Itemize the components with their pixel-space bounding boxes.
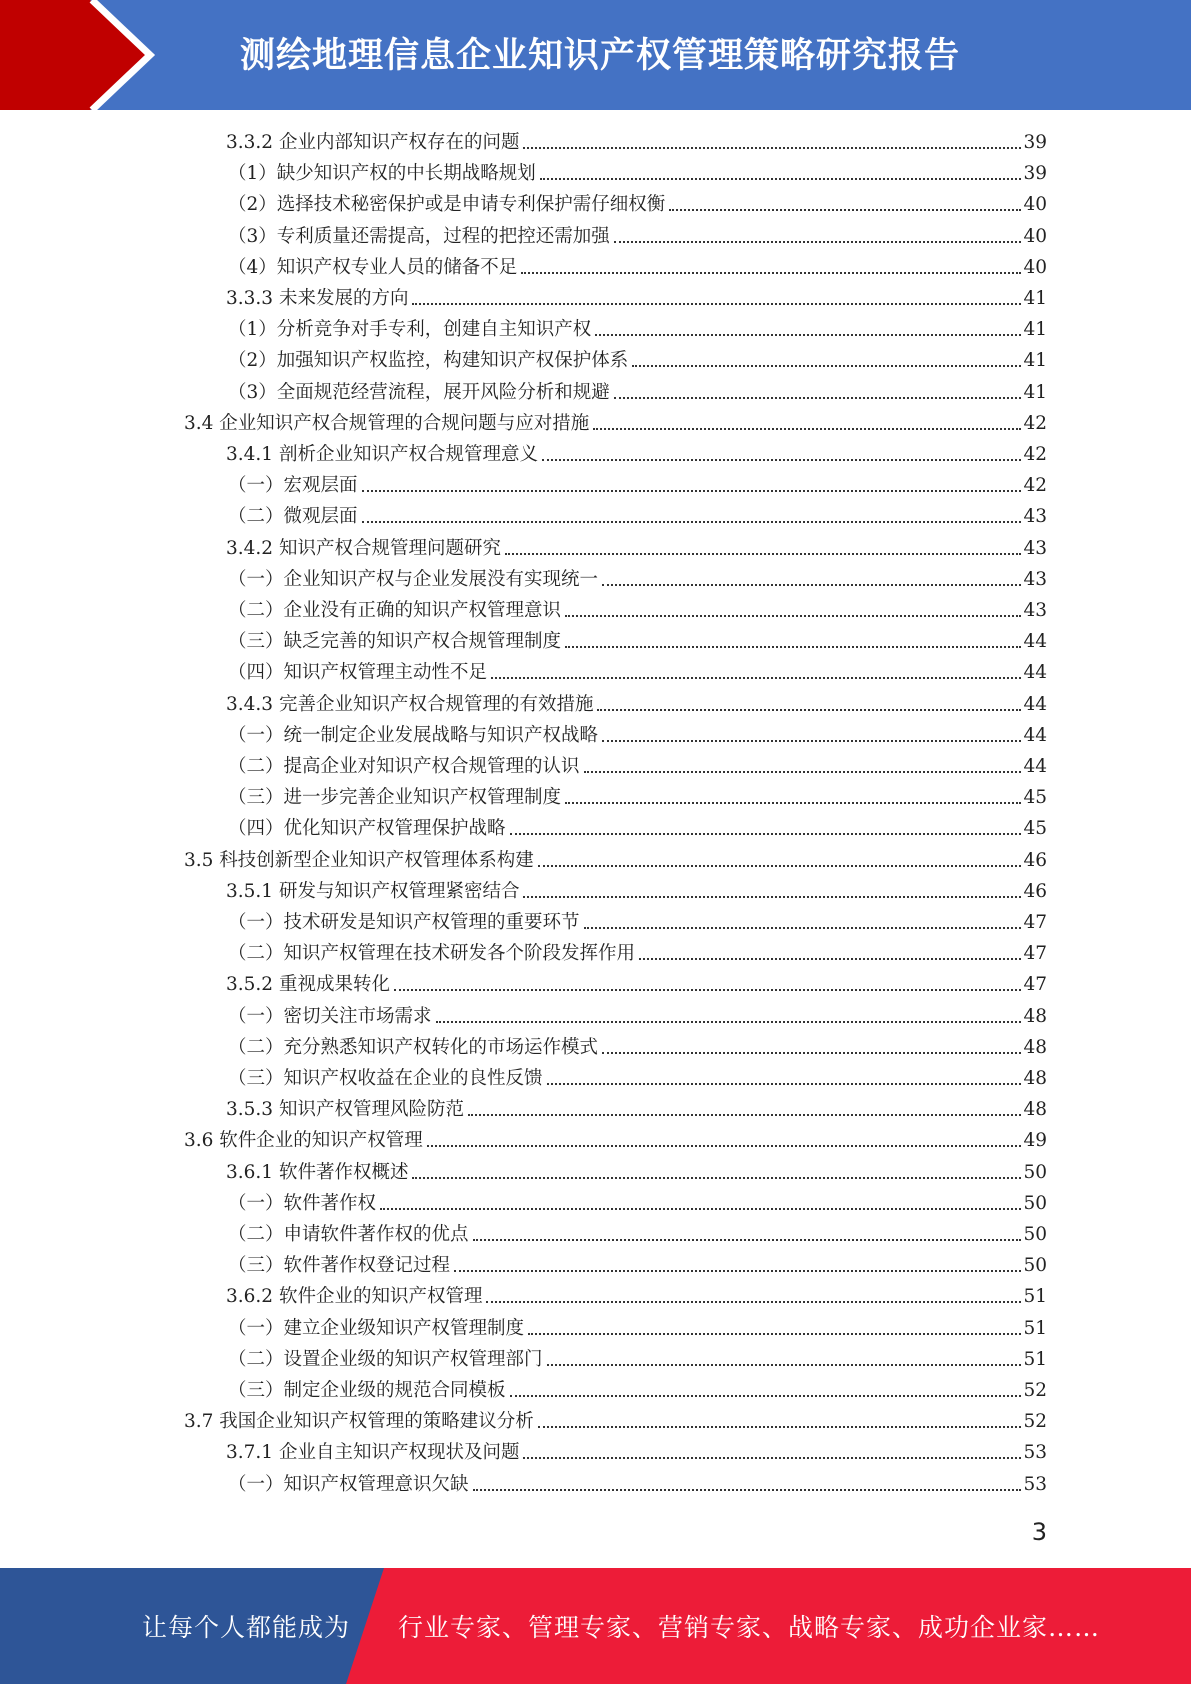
toc-dot-leader xyxy=(362,521,1021,523)
toc-dot-leader xyxy=(565,646,1021,648)
toc-entry-title: 3.6.2 软件企业的知识产权管理 xyxy=(226,1286,483,1308)
toc-entry-title: （三）软件著作权登记过程 xyxy=(228,1255,451,1277)
toc-entry-title: （一）宏观层面 xyxy=(228,475,358,497)
toc-dot-leader xyxy=(523,896,1021,898)
toc-dot-leader xyxy=(584,771,1021,773)
toc-entry-title: （2）加强知识产权监控，构建知识产权保护体系 xyxy=(228,350,629,372)
toc-dot-leader xyxy=(602,1052,1021,1054)
toc-entry-title: （一）统一制定企业发展战略与知识产权战略 xyxy=(228,724,599,746)
toc-entry[interactable] xyxy=(228,1001,1047,1032)
toc-entry-title: 3.6.1 软件著作权概述 xyxy=(226,1161,409,1183)
toc-entry-page: 41 xyxy=(1023,288,1047,309)
toc-entry-title: （二）设置企业级的知识产权管理部门 xyxy=(228,1348,543,1370)
toc-entry[interactable] xyxy=(228,252,1047,283)
toc-entry-title: （二）提高企业对知识产权合规管理的认识 xyxy=(228,756,580,777)
toc-entry[interactable] xyxy=(228,221,1047,252)
toc-dot-leader xyxy=(486,1301,1021,1303)
toc-entry[interactable] xyxy=(226,1281,1047,1312)
toc-entry[interactable] xyxy=(228,377,1047,408)
toc-dot-leader xyxy=(436,1021,1021,1023)
toc-entry-page: 40 xyxy=(1023,256,1047,278)
toc-dot-leader xyxy=(597,709,1021,711)
toc-entry[interactable] xyxy=(228,907,1047,938)
toc-entry-title: （二）申请软件著作权的优点 xyxy=(228,1224,469,1245)
toc-entry-title: （3）全面规范经营流程，展开风险分析和规避 xyxy=(228,381,610,403)
toc-entry-page: 48 xyxy=(1023,1036,1047,1058)
toc-entry-title: 3.4.3 完善企业知识产权合规管理的有效措施 xyxy=(226,693,594,715)
toc-entry[interactable] xyxy=(226,127,1047,158)
toc-entry[interactable] xyxy=(228,1188,1047,1219)
page-number: 3 xyxy=(1031,1518,1047,1546)
toc-entry-title: （1）缺少知识产权的中长期战略规划 xyxy=(228,163,536,185)
toc-entry-title: （三）进一步完善企业知识产权管理制度 xyxy=(228,787,562,809)
toc-entry-page: 44 xyxy=(1023,631,1047,653)
toc-entry-title: （二）微观层面 xyxy=(228,506,358,528)
toc-entry-page: 51 xyxy=(1023,1317,1047,1339)
toc-entry-page: 46 xyxy=(1023,880,1047,902)
toc-entry-page: 44 xyxy=(1023,693,1047,715)
document-title: 测绘地理信息企业知识产权管理策略研究报告 xyxy=(240,36,961,76)
toc-entry-page: 42 xyxy=(1023,444,1047,465)
toc-entry[interactable] xyxy=(228,751,1047,782)
toc-dot-leader xyxy=(521,272,1021,274)
toc-entry[interactable] xyxy=(228,1219,1047,1250)
footer-slogan-left: 让每个人都能成为 xyxy=(142,1613,351,1642)
toc-entry-page: 40 xyxy=(1023,194,1047,216)
toc-entry[interactable] xyxy=(228,595,1047,626)
toc-entry[interactable] xyxy=(228,1344,1047,1375)
toc-entry-page: 45 xyxy=(1023,787,1047,809)
toc-dot-leader xyxy=(454,1270,1021,1272)
toc-entry-page: 47 xyxy=(1023,943,1047,965)
toc-dot-leader xyxy=(593,428,1021,430)
toc-entry-page: 41 xyxy=(1023,381,1047,403)
page-header xyxy=(0,0,1191,110)
toc-entry[interactable] xyxy=(228,1032,1047,1063)
toc-dot-leader xyxy=(362,490,1021,492)
toc-dot-leader xyxy=(523,147,1021,149)
toc-entry[interactable] xyxy=(228,720,1047,751)
toc-entry-title: （1）分析竞争对手专利，创建自主知识产权 xyxy=(228,319,592,341)
toc-entry-page: 48 xyxy=(1023,1099,1047,1121)
toc-entry-page: 39 xyxy=(1023,132,1047,153)
toc-entry-page: 50 xyxy=(1023,1161,1047,1183)
toc-entry-page: 44 xyxy=(1023,756,1047,777)
toc-entry-title: （三）缺乏完善的知识产权合规管理制度 xyxy=(228,631,562,653)
toc-entry-title: （三）知识产权收益在企业的良性反馈 xyxy=(228,1068,543,1089)
toc-entry-title: （2）选择技术秘密保护或是申请专利保护需仔细权衡 xyxy=(228,194,666,216)
toc-dot-leader xyxy=(380,1208,1021,1210)
toc-entry-title: 3.4 企业知识产权合规管理的合规问题与应对措施 xyxy=(184,412,590,434)
page-footer xyxy=(0,1568,1191,1684)
toc-entry[interactable] xyxy=(228,189,1047,220)
toc-dot-leader xyxy=(468,1114,1021,1116)
toc-dot-leader xyxy=(565,615,1021,617)
toc-entry[interactable] xyxy=(228,1063,1047,1094)
toc-entry-title: 3.5.2 重视成果转化 xyxy=(226,974,390,996)
toc-dot-leader xyxy=(510,1395,1021,1397)
toc-entry-page: 43 xyxy=(1023,506,1047,528)
toc-entry-title: 3.7 我国企业知识产权管理的策略建议分析 xyxy=(184,1411,534,1433)
toc-entry[interactable] xyxy=(184,1125,1047,1156)
toc-entry[interactable] xyxy=(228,813,1047,844)
toc-dot-leader xyxy=(547,1083,1021,1085)
toc-dot-leader xyxy=(602,584,1021,586)
toc-dot-leader xyxy=(614,397,1021,399)
toc-entry-title: 3.3.3 未来发展的方向 xyxy=(226,288,409,309)
toc-entry-title: （二）充分熟悉知识产权转化的市场运作模式 xyxy=(228,1036,599,1058)
toc-dot-leader xyxy=(595,334,1021,336)
toc-entry-page: 39 xyxy=(1023,163,1047,185)
toc-dot-leader xyxy=(528,1333,1021,1335)
toc-entry[interactable] xyxy=(228,782,1047,813)
toc-dot-leader xyxy=(669,209,1021,211)
toc-entry-page: 44 xyxy=(1023,724,1047,746)
toc-entry[interactable] xyxy=(228,1469,1047,1500)
toc-entry-title: 3.6 软件企业的知识产权管理 xyxy=(184,1130,423,1152)
toc-entry-title: （一）知识产权管理意识欠缺 xyxy=(228,1473,469,1495)
toc-entry[interactable] xyxy=(228,938,1047,969)
toc-entry-page: 52 xyxy=(1023,1411,1047,1433)
toc-entry[interactable] xyxy=(184,1406,1047,1437)
toc-entry[interactable] xyxy=(226,1437,1047,1468)
toc-entry[interactable] xyxy=(184,408,1047,439)
toc-entry[interactable] xyxy=(228,657,1047,688)
toc-dot-leader xyxy=(540,178,1021,180)
toc-entry-page: 41 xyxy=(1023,319,1047,341)
toc-entry-title: （二）知识产权管理在技术研发各个阶段发挥作用 xyxy=(228,943,636,965)
toc-entry-page: 49 xyxy=(1023,1130,1047,1152)
toc-entry-title: 3.3.2 企业内部知识产权存在的问题 xyxy=(226,132,520,153)
toc-entry-page: 51 xyxy=(1023,1348,1047,1370)
toc-entry-title: （四）优化知识产权管理保护战略 xyxy=(228,818,506,840)
toc-entry-page: 42 xyxy=(1023,412,1047,434)
toc-entry[interactable] xyxy=(226,1157,1047,1188)
toc-entry[interactable] xyxy=(226,283,1047,314)
toc-entry[interactable] xyxy=(228,345,1047,376)
toc-entry[interactable] xyxy=(228,1375,1047,1406)
toc-entry-page: 43 xyxy=(1023,537,1047,559)
toc-dot-leader xyxy=(412,303,1021,305)
toc-entry-page: 41 xyxy=(1023,350,1047,372)
toc-dot-leader xyxy=(523,1457,1021,1459)
toc-entry[interactable] xyxy=(226,439,1047,470)
toc-entry-title: 3.5.3 知识产权管理风险防范 xyxy=(226,1099,464,1121)
toc-dot-leader xyxy=(602,740,1021,742)
toc-dot-leader xyxy=(538,1426,1021,1428)
toc-entry-title: 3.5 科技创新型企业知识产权管理体系构建 xyxy=(184,849,534,871)
toc-entry-page: 48 xyxy=(1023,1005,1047,1027)
toc-entry-title: （二）企业没有正确的知识产权管理意识 xyxy=(228,600,562,621)
toc-dot-leader xyxy=(427,1145,1021,1147)
toc-entry-page: 44 xyxy=(1023,662,1047,684)
toc-entry-page: 47 xyxy=(1023,912,1047,933)
toc-entry-page: 47 xyxy=(1023,974,1047,996)
toc-entry[interactable] xyxy=(226,969,1047,1000)
toc-dot-leader xyxy=(584,927,1021,929)
toc-entry[interactable] xyxy=(228,158,1047,189)
toc-dot-leader xyxy=(473,1239,1021,1241)
toc-dot-leader xyxy=(542,459,1021,461)
toc-entry[interactable] xyxy=(184,845,1047,876)
toc-dot-leader xyxy=(538,865,1021,867)
toc-entry-page: 42 xyxy=(1023,475,1047,497)
toc-dot-leader xyxy=(491,677,1021,679)
toc-dot-leader xyxy=(510,833,1021,835)
toc-entry-title: 3.7.1 企业自主知识产权现状及问题 xyxy=(226,1442,520,1464)
toc-entry[interactable] xyxy=(226,1094,1047,1125)
toc-entry-page: 43 xyxy=(1023,568,1047,590)
toc-entry-title: （一）技术研发是知识产权管理的重要环节 xyxy=(228,912,580,933)
toc-entry-title: 3.4.1 剖析企业知识产权合规管理意义 xyxy=(226,444,538,465)
toc-entry-page: 50 xyxy=(1023,1255,1047,1277)
toc-entry[interactable] xyxy=(226,876,1047,907)
toc-dot-leader xyxy=(394,989,1021,991)
toc-entry-title: 3.5.1 研发与知识产权管理紧密结合 xyxy=(226,880,520,902)
toc-entry[interactable] xyxy=(228,314,1047,345)
toc-dot-leader xyxy=(614,241,1021,243)
toc-entry[interactable] xyxy=(228,470,1047,501)
toc-entry-title: （4）知识产权专业人员的储备不足 xyxy=(228,256,518,278)
toc-entry[interactable] xyxy=(228,1250,1047,1281)
toc-dot-leader xyxy=(505,553,1021,555)
toc-entry[interactable] xyxy=(228,501,1047,532)
toc-dot-leader xyxy=(412,1177,1021,1179)
toc-entry-page: 48 xyxy=(1023,1068,1047,1089)
toc-entry-page: 43 xyxy=(1023,600,1047,621)
toc-entry-title: （3）专利质量还需提高，过程的把控还需加强 xyxy=(228,225,610,247)
toc-entry[interactable] xyxy=(228,1313,1047,1344)
toc-entry-title: （一）软件著作权 xyxy=(228,1192,377,1214)
toc-entry[interactable] xyxy=(226,533,1047,564)
toc-entry-title: 3.4.2 知识产权合规管理问题研究 xyxy=(226,537,501,559)
toc-entry[interactable] xyxy=(228,564,1047,595)
toc-entry-title: （一）密切关注市场需求 xyxy=(228,1005,432,1027)
toc-entry-page: 45 xyxy=(1023,818,1047,840)
toc-dot-leader xyxy=(473,1489,1021,1491)
toc-entry-page: 51 xyxy=(1023,1286,1047,1308)
toc-dot-leader xyxy=(639,958,1021,960)
toc-dot-leader xyxy=(565,802,1021,804)
toc-entry[interactable] xyxy=(228,626,1047,657)
toc-entry-page: 50 xyxy=(1023,1224,1047,1245)
toc-entry-page: 52 xyxy=(1023,1380,1047,1401)
footer-slogan-right: 行业专家、管理专家、营销专家、战略专家、成功企业家…… xyxy=(398,1613,1101,1642)
toc-entry-title: （一）企业知识产权与企业发展没有实现统一 xyxy=(228,568,599,590)
toc-entry-page: 40 xyxy=(1023,225,1047,247)
toc-entry-page: 46 xyxy=(1023,849,1047,871)
toc-entry[interactable] xyxy=(226,689,1047,720)
toc-dot-leader xyxy=(547,1364,1021,1366)
toc-entry-page: 53 xyxy=(1023,1442,1047,1464)
toc-entry-title: （四）知识产权管理主动性不足 xyxy=(228,662,488,684)
toc-entry-page: 50 xyxy=(1023,1192,1047,1214)
toc-entry-title: （三）制定企业级的规范合同模板 xyxy=(228,1380,506,1401)
toc-entry-title: （一）建立企业级知识产权管理制度 xyxy=(228,1317,525,1339)
toc-entry-page: 53 xyxy=(1023,1473,1047,1495)
toc-dot-leader xyxy=(632,365,1021,367)
